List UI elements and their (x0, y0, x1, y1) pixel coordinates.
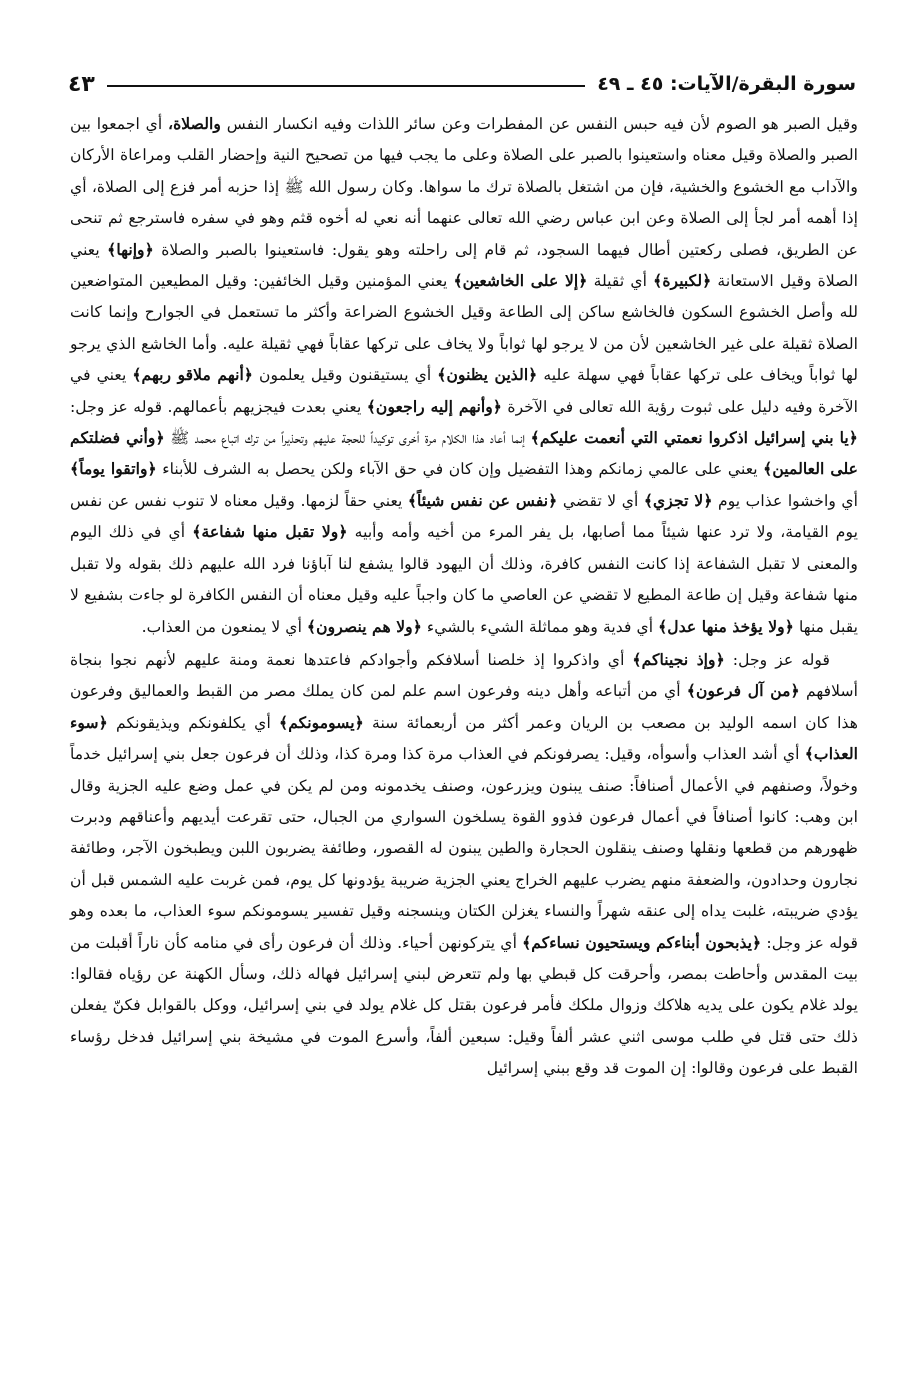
quoted-verse: ﴿الذين يظنون﴾ (437, 365, 538, 385)
header-rule (107, 85, 585, 87)
quoted-verse: والصلاة، (168, 114, 221, 133)
body-text (70, 108, 858, 1084)
quoted-verse: ﴿وإذ نجيناكم﴾ (632, 649, 725, 669)
quoted-verse: ﴿يا بني إسرائيل اذكروا نعمتي التي أنعمت عليكم﴾ (530, 428, 858, 448)
quoted-verse: ﴿لا تجزي﴾ (643, 490, 713, 510)
text-fragment: أي من أتباعه وأهل دينه وفرعون اسم علم لمن كان يملك مصر من القبط والعماليق وفرعون هذا كان اسمه الوليد بن مصعب بن الريان وعمر أكثر من أربعمائة سنة (70, 681, 858, 732)
text-fragment: يعني حقاً لزمها. وقيل معناه لا تنوب نفس عن نفس يوم القيامة، ولا ترد عنها شيئاً مما أصابها، بل يفر المرء من أخيه وأمه وأبيه (70, 490, 858, 542)
paragraph (70, 644, 858, 1084)
text-fragment: يعني بعدت فيجزيهم بأعمالهم. قوله عز وجل: (70, 396, 367, 416)
quoted-verse: ﴿يسومونكم﴾ (279, 712, 364, 732)
text-fragment: أي واذكروا إذ خلصنا أسلافكم وأجوادكم فاعتدها نعمة ومنة عليهم لأنهم نجوا بنجاة أسلافهم (70, 649, 858, 701)
quoted-verse: ﴿لكبيرة﴾ (653, 271, 712, 291)
text-fragment: أي اجمعوا بين الصبر والصلاة وقيل معناه واستعينوا بالصبر على الصلاة وعلى ما يجب فيها من تصحيح النية وإحضار القلب ومراعاة الأركان والآداب مع الخشوع والخشية، فإن من اشتغل بالصلاة ترك ما سواها. وكان رسول الله ﷺ إذا حزبه أمر فزع إلى الصلاة، أي إذا أهمه أمر لجأ إلى الصلاة وعن ابن عباس رضي الله تعالى عنهما أنه نعي له أخوه قثم وهو في سفره فاسترجع ثم تنحى عن الطريق، فصلى ركعتين أطال فيهما السجود، ثم قام إلى راحلته وهو يقول: فاستعينوا بالصبر والصلاة (70, 114, 858, 259)
quoted-verse: ﴿سوء العذاب﴾ (70, 712, 858, 764)
quoted-verse: ﴿نفس عن نفس شيئاً﴾ (407, 490, 558, 510)
quoted-verse: ﴿أنهم ملاقو ربهم﴾ (132, 365, 254, 385)
quoted-verse: ﴿وأني فضلتكم على العالمين﴾ (70, 428, 858, 479)
text-fragment: يعني المؤمنين وقيل الخائفين: وقيل المطيعين المتواضعين لله وأصل الخشوع السكون فالخاشع ساكن إلى الطاعة وقيل الخشوع الضراعة وأكثر ما تستعمل في الجوارح وإنما كانت الصلاة ثقيلة على غير الخاشعين لأن من لا يرجو لها ثواباً ولا يخاف على تركها عقاباً فهي ثقيلة عليه. وأما الخاشع الذي يرجو لها ثواباً ويخاف على تركها عقاباً فهي سهلة عليه (70, 271, 859, 385)
text-fragment: أي لا تقضي (557, 490, 644, 510)
running-header (68, 64, 856, 104)
text-fragment: أي فدية وهو مماثلة الشيء بالشيء (421, 616, 659, 636)
quoted-verse: ﴿ولا يؤخذ منها عدل﴾ (658, 616, 794, 636)
text-fragment: أي يكلفونكم ويذيقونكم (107, 712, 280, 732)
text-fragment: أي أشد العذاب وأسوأه، وقيل: يصرفونكم في العذاب مرة كذا ومرة كذا، وذلك أن فرعون جعل بني إسرائيل خدماً وخولاً، وصنفهم في الأعمال أصنافاً: صنف يبنون ويزرعون، وصنف يخدمونه ومن لم يكن في عمل وضع عليه الجزية وقال ابن وهب: كانوا أصنافاً في أعمال فرعون فذوو القوة يسلخون السواري من الجبال، حتى تقرعت أيديهم وأعناقهم ودبرت ظهورهم من قطعها ونقلها وصنف ينقلون الحجارة والطين يبنون له القصور، وطائفة يضربون اللبن ويطبخون الآجر، وطائفة نجارون وحدادون، والضعفة منهم يضرب عليهم الخراج يعني الجزية ضريبة يؤدونها كل يوم، فمن غربت عليه الشمس قبل أن يؤدي ضريبته، غلبت يداه إلى عنقه شهراً والنساء يغزلن الكتان وينسجنه وقيل تفسير يسومونكم سوء العذاب، ما بعده وهو قوله عز وجل: (70, 744, 859, 952)
text-fragment: أي ثقيلة (587, 271, 654, 291)
quoted-verse: ﴿وإنها﴾ (107, 239, 154, 259)
page-number: ٤٣ (68, 71, 95, 97)
text-fragment: أي في ذلك اليوم والمعنى لا تقبل الشفاعة إذا كانت النفس كافرة، وذلك أن اليهود قالوا يشفع لنا آباؤنا فرد الله عليهم ذلك بقوله ولا تقبل منها شفاعة وقيل إن طاعة المطيع لا تقضي عن العاصي ما كان واجباً عليه وقيل معناه أن النفس الكافرة لو جاءت بشفيع لا يقبل منها (70, 522, 858, 636)
quoted-verse: ﴿واتقوا يوماً﴾ (70, 459, 157, 479)
text-fragment: أي واخشوا عذاب يوم (712, 490, 859, 510)
quoted-verse: ﴿إلا على الخاشعين﴾ (453, 271, 588, 291)
running-header-title: سورة البقرة/الآيات: ٤٥ ـ ٤٩ (597, 73, 856, 95)
quoted-verse: ﴿وأنهم إليه راجعون﴾ (366, 396, 502, 416)
text-fragment: يعني على عالمي زمانكم وهذا التفضيل وإن كان في حق الآباء ولكن يحصل به الشرف للأبناء (156, 459, 764, 479)
text-fragment: يعني الصلاة وقيل الاستعانة (70, 239, 859, 291)
quoted-verse: ﴿يذبحون أبناءكم ويستحيون نساءكم﴾ (522, 932, 762, 952)
quoted-verse: ﴿ولا هم ينصرون﴾ (306, 616, 422, 636)
text-fragment: أي يتركونهن أحياء. وذلك أن فرعون رأى في منامه كأن ناراً أقبلت من بيت المقدس وأحاطت بمصر، وأحرقت كل قبطي بها ولم تتعرض لبني إسرائيل فهاله ذلك، وسأل الكهنة عن رؤياه فقالوا: يولد غلام يكون على يديه هلاكك وزوال ملكك فأمر فرعون بقتل كل غلام يولد في بني إسرائيل، ووكل بالقوابل فكنّ يفعلن ذلك حتى قتل في طلب موسى اثني عشر ألفاً وقيل: سبعين ألفاً، وأسرع الموت في مشيخة بني إسرائيل فدخل رؤساء القبط على فرعون وقالوا: إن الموت قد وقع ببني إسرائيل (70, 932, 858, 1078)
quoted-verse: ﴿ولا تقبل منها شفاعة﴾ (192, 522, 348, 542)
text-fragment: يعني في الآخرة وفيه دليل على ثبوت رؤية الله تعالى في الآخرة (70, 365, 858, 416)
text-fragment: أي يستيقنون وقيل يعلمون (253, 365, 438, 385)
text-fragment: إنما أعاد هذا الكلام مرة أخرى توكيداً للحجة عليهم وتحذيراً من ترك اتباع محمد ﷺ (164, 428, 531, 448)
text-fragment: أي لا يمنعون من العذاب. (141, 616, 307, 636)
paragraph (70, 108, 858, 642)
text-fragment: وقيل الصبر هو الصوم لأن فيه حبس النفس عن المفطرات وعن سائر اللذات وفيه انكسار النفس (220, 114, 858, 133)
text-fragment: قوله عز وجل: (724, 649, 830, 669)
quoted-verse: ﴿من آل فرعون﴾ (686, 681, 800, 701)
